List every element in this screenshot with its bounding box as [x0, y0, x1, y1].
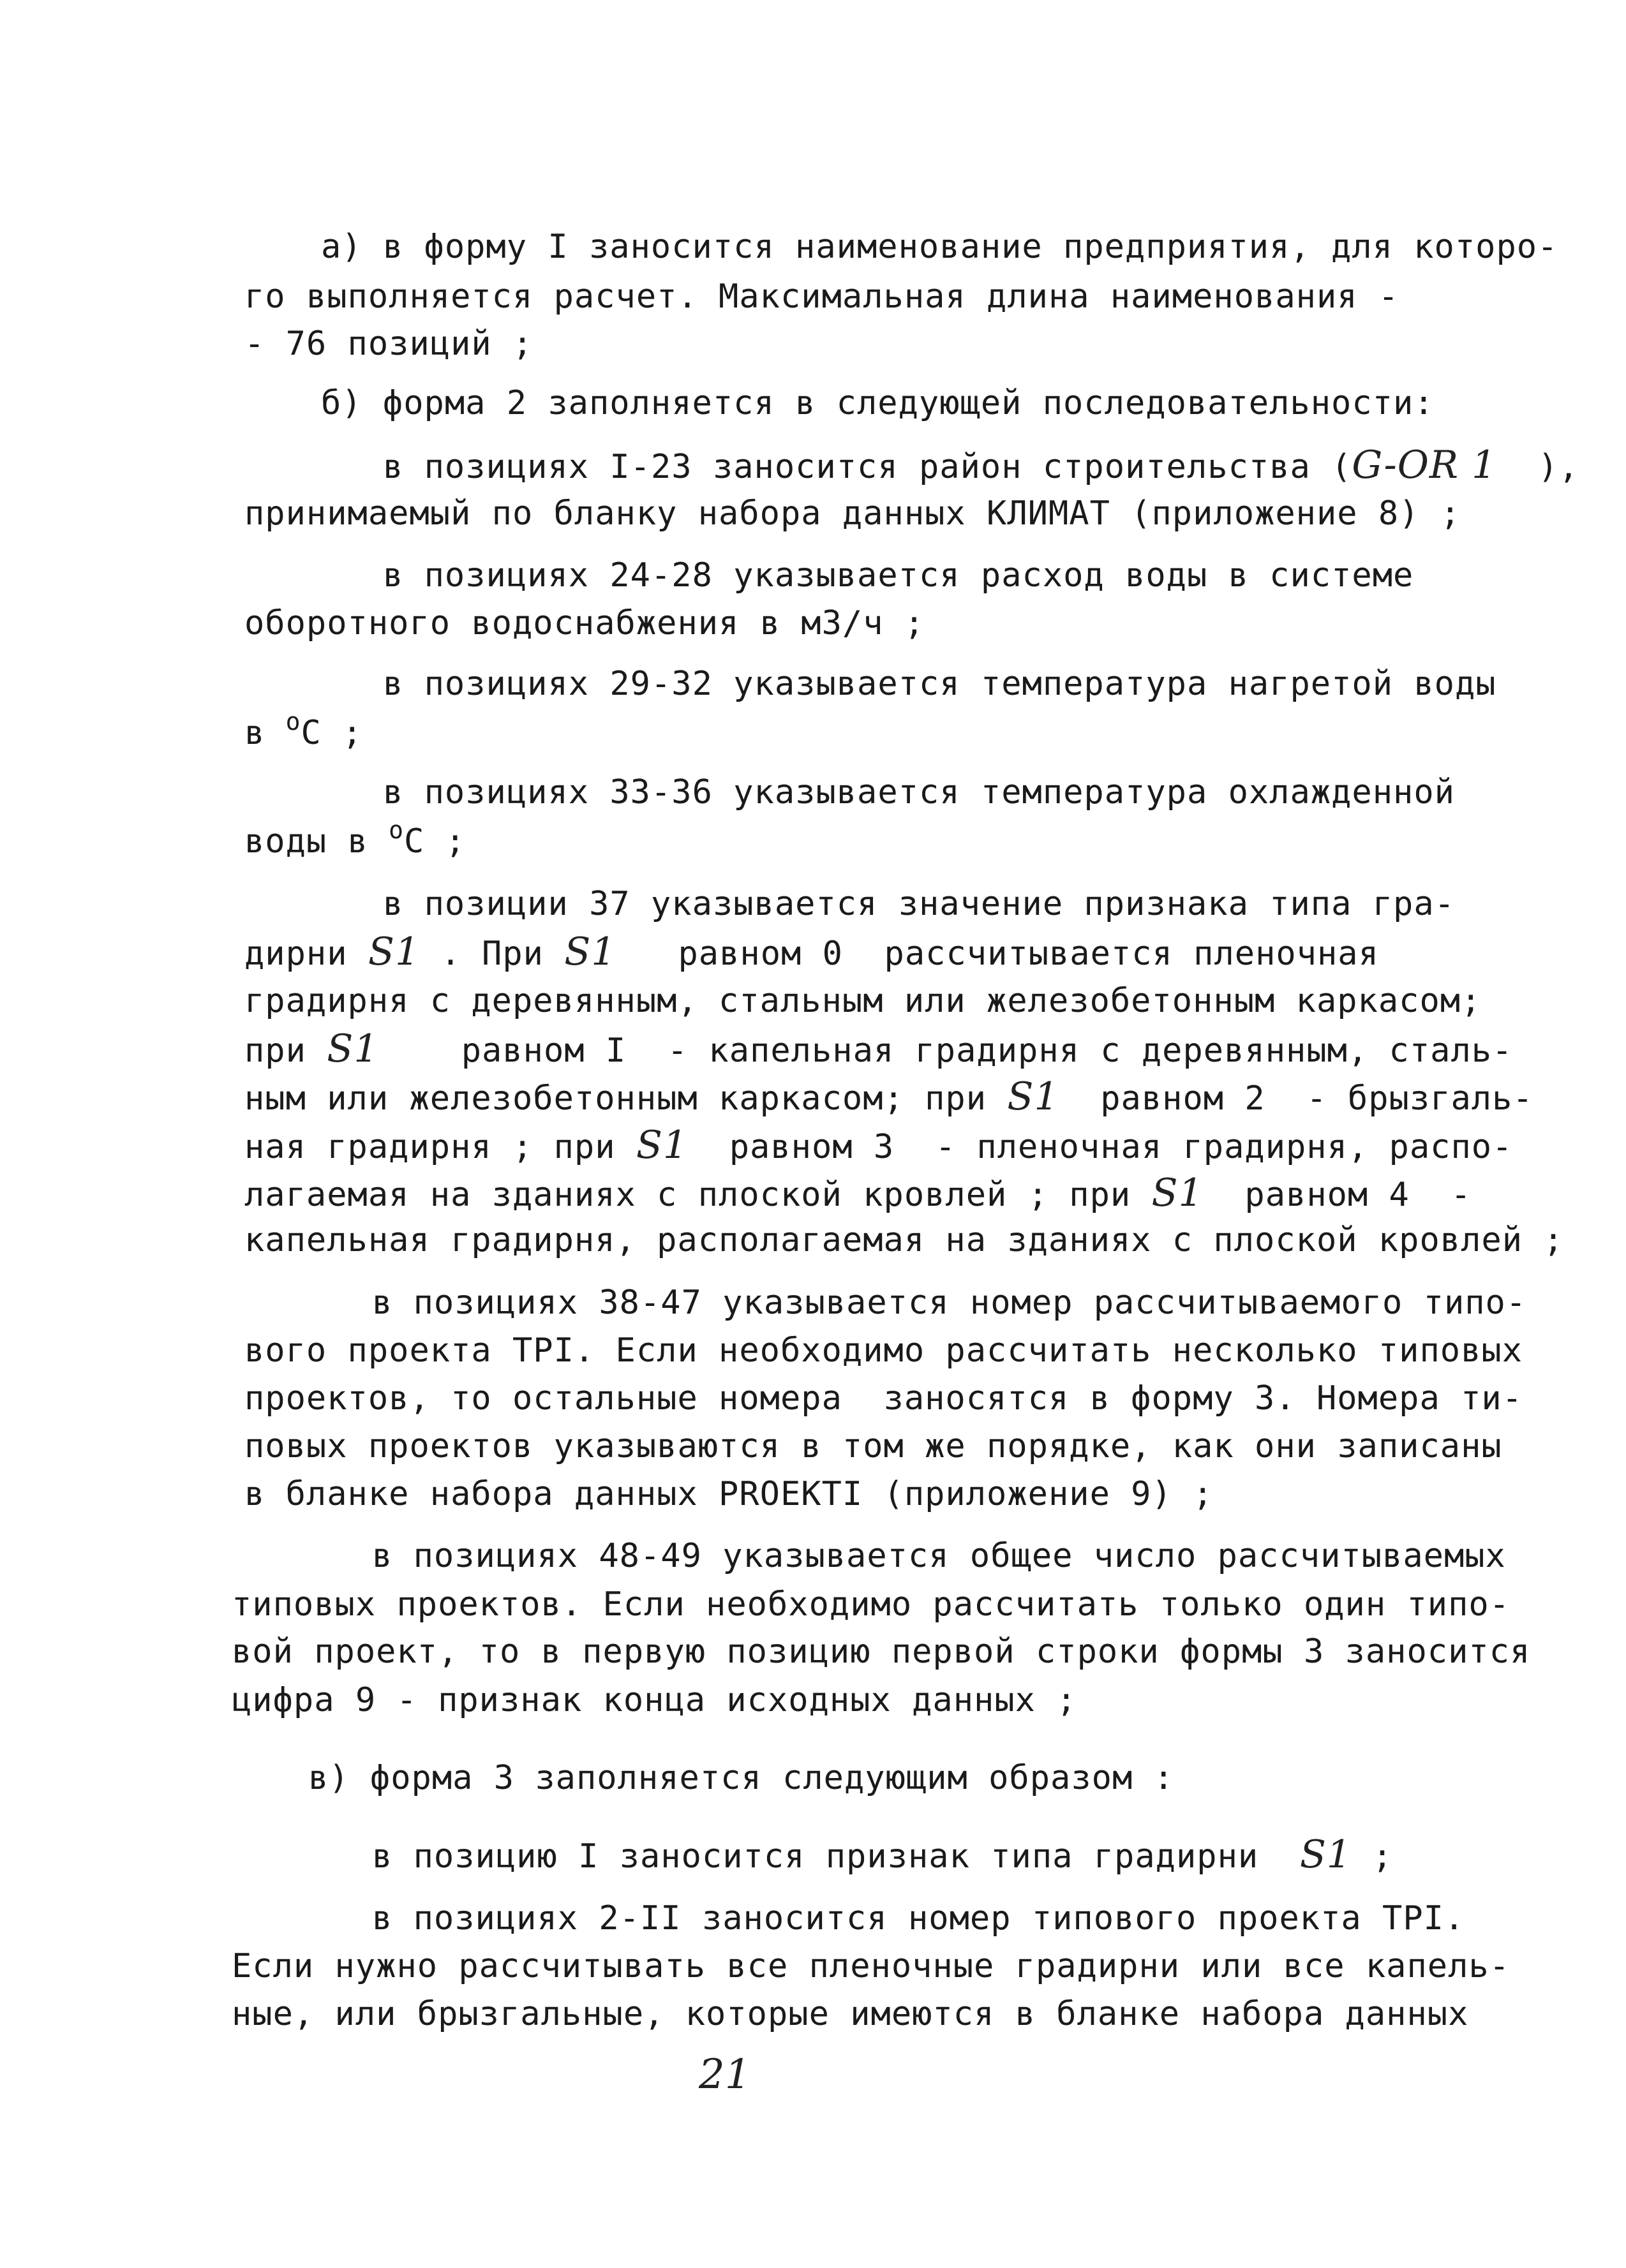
text-line: проектов, то остальные номера заносятся в форму 3. Номера ти- [244, 1379, 1523, 1418]
handwritten-insert: S1 [327, 1027, 379, 1071]
text-line: вой проект, то в первую позицию первой строки формы 3 заносится [232, 1633, 1531, 1671]
text-line: в позицию I заносится признак типа градирни S1 ; [372, 1832, 1393, 1877]
text-line: в позициях 29-32 указывается температура нагретой воды [383, 665, 1496, 703]
text-line: оборотного водоснабжения в м3/ч ; [244, 604, 925, 642]
handwritten-insert: S1 [636, 1123, 689, 1167]
handwritten-insert: S1 [368, 930, 421, 974]
text-line: вого проекта TPI. Если необходимо рассчитать несколько типовых [244, 1331, 1523, 1370]
text-line: в позиции 37 указывается значение признака типа гра- [383, 885, 1455, 923]
text-line: в позициях 24-28 указывается расход воды в системе [383, 556, 1414, 595]
text-line: б) форма 2 заполняется в следующей последовательности: [321, 384, 1435, 422]
text-line: Если нужно рассчитывать все пленочные градирни или все капель- [232, 1947, 1510, 1985]
text-line: ные, или брызгальные, которые имеются в бланке набора данных [232, 1995, 1469, 2033]
degree-superscript: о [389, 816, 405, 844]
text-line: капельная градирня, располагаемая на зданиях с плоской кровлей ; [244, 1221, 1564, 1259]
text-line: в позициях 38-47 указывается номер рассчитываемого типо- [372, 1284, 1527, 1322]
text-line: в позициях 48-49 указывается общее число рассчитываемых [372, 1537, 1506, 1575]
text-line: го выполняется расчет. Максимальная длина наименования - [244, 278, 1399, 316]
text-line: в бланке набора данных PROEKTI (приложение 9) ; [244, 1475, 1214, 1513]
degree-superscript: о [285, 708, 301, 736]
handwritten-insert: G-OR 1 [1352, 443, 1497, 487]
text-line: в позициях 2-II заносится номер типового проекта TPI. [372, 1899, 1465, 1938]
text-line: воды в $^о$С ; [244, 816, 466, 861]
text-line: в) форма 3 заполняется следующим образом : [308, 1759, 1174, 1797]
text-line: а) в форму I заносится наименование предприятия, для которо- [321, 228, 1558, 266]
text-line: при S1 равном I - капельная градирня с деревянным, сталь- [244, 1027, 1513, 1071]
text-line: дирни S1 . При S1 равном 0 рассчитывается пленочная [244, 930, 1379, 974]
text-line: цифра 9 - признак конца исходных данных ; [232, 1681, 1077, 1719]
text-line: градирня с деревянным, стальным или железобетонным каркасом; [244, 982, 1482, 1020]
text-line: типовых проектов. Если необходимо рассчитать только один типо- [232, 1585, 1510, 1624]
text-line: - 76 позиций ; [244, 325, 533, 363]
handwritten-insert: S1 [564, 930, 616, 974]
handwritten-insert: S1 [1151, 1171, 1204, 1215]
text-line: принимаемый по бланку набора данных КЛИМАТ (приложение 8) ; [244, 494, 1461, 533]
handwritten-insert: S1 [1007, 1074, 1059, 1119]
text-line: в позициях 33-36 указывается температура охлажденной [383, 773, 1455, 812]
text-line: ным или железобетонным каркасом; при S1 равном 2 - брызгаль- [244, 1074, 1533, 1119]
text-line: ная градирня ; при S1 равном 3 - пленочная градирня, распо- [244, 1123, 1513, 1167]
text-line: в $^о$С ; [244, 708, 363, 752]
text-line: повых проектов указываются в том же порядке, как они записаны [244, 1427, 1502, 1465]
handwritten-insert: S1 [1299, 1832, 1352, 1877]
page-number: 21 [699, 2051, 751, 2098]
text-line: лагаемая на зданиях с плоской кровлей ; при S1 равном 4 - [244, 1171, 1472, 1215]
text-line: в позициях I-23 заносится район строительства (G-OR 1 ), [383, 443, 1579, 487]
